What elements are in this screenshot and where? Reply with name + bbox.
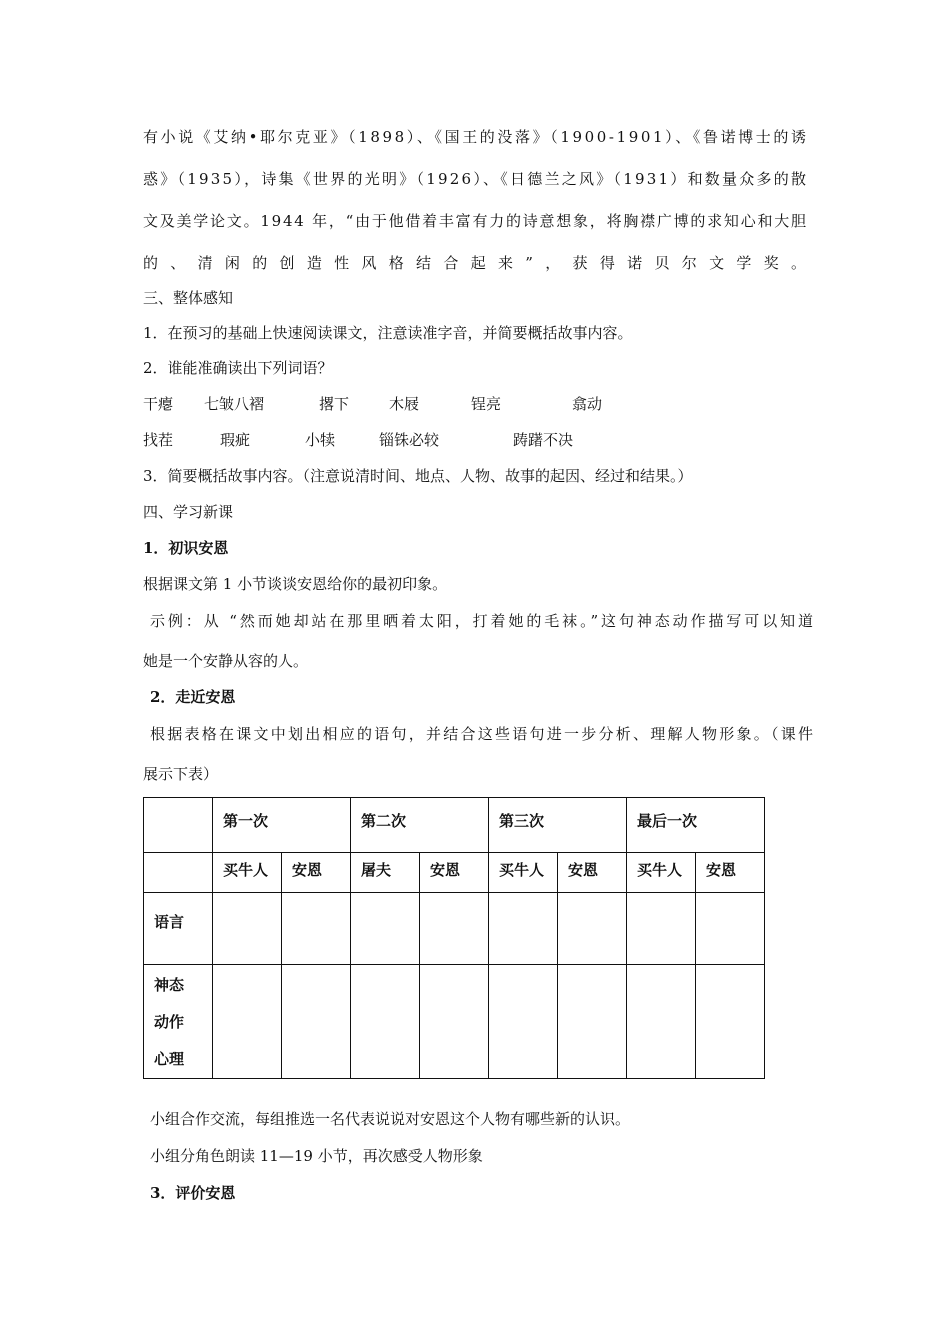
intro-line-4: 的、清闲的创造性风格结合起来”，获得诺贝尔文学奖。: [143, 254, 819, 272]
section-4-heading: 四、学习新课: [143, 503, 234, 521]
after-table-text-1: 小组合作交流，每组推选一名代表说说对安恩这个人物有哪些新的认识。: [150, 1110, 631, 1128]
table-cell: [282, 965, 351, 1079]
table-cell: [420, 893, 489, 965]
example-line-1: 示例：从 “然而她却站在那里晒着太阳，打着她的毛袜。”这句神态动作描写可以知道: [150, 612, 816, 630]
table-cell: [420, 965, 489, 1079]
table-row-demeanor: [144, 965, 765, 1079]
table-cell: [489, 965, 558, 1079]
table-subheader-cell: 买牛人: [627, 853, 696, 893]
intro-line-1: 有小说《艾纳•耶尔克亚》（1898）、《国王的没落》（1900-1901）、《鲁诺博士的诱: [143, 128, 809, 146]
vocab-word: 踌躇不决: [513, 431, 574, 449]
table-row-label: 神态 动作 心理: [144, 965, 213, 1079]
vocab-word: 木屐: [389, 395, 420, 413]
vocab-word: 锃亮: [471, 395, 502, 413]
table-cell: [213, 893, 282, 965]
table-cell: [627, 965, 696, 1079]
table-cell: [627, 893, 696, 965]
subsection-3-title: 3．评价安恩: [150, 1184, 236, 1202]
table-cell: [558, 965, 627, 1079]
table-header-cell: 第一次: [213, 798, 351, 853]
intro-line-3: 文及美学论文。1944 年，“由于他借着丰富有力的诗意想象，将胸襟广博的求知心和大胆: [143, 212, 808, 230]
table-cell: [558, 893, 627, 965]
vocab-word: 锱铢必较: [379, 431, 440, 449]
subsection-2-title: 2．走近安恩: [150, 688, 236, 706]
table-header-cell: 最后一次: [627, 798, 765, 853]
table-row-language: [144, 893, 765, 965]
table-cell: [282, 893, 351, 965]
vocab-word: 瑕疵: [220, 431, 251, 449]
subsection-2-text-line-2: 展示下表）: [143, 765, 219, 783]
table-subheader-cell: 买牛人: [489, 853, 558, 893]
after-table-text-2: 小组分角色朗读 11—19 小节，再次感受人物形象: [150, 1147, 483, 1165]
table-subheader-cell: 安恩: [282, 853, 351, 893]
vocab-word: 小犊: [305, 431, 336, 449]
table-cell: [213, 965, 282, 1079]
table-subheader-row: [144, 853, 765, 893]
vocab-word: 干瘪: [143, 395, 174, 413]
example-line-2: 她是一个安静从容的人。: [143, 652, 309, 670]
table-cell: [351, 965, 420, 1079]
table-header-row: [144, 798, 765, 853]
subsection-2-text-line-1: 根据表格在课文中划出相应的语句，并结合这些语句进一步分析、理解人物形象。（课件: [150, 725, 816, 743]
subsection-1-text: 根据课文第 1 小节谈谈安恩给你的最初印象。: [143, 575, 448, 593]
vocab-word: 找茬: [143, 431, 174, 449]
table-cell: [489, 893, 558, 965]
table-subheader-cell: 安恩: [558, 853, 627, 893]
table-subheader-cell: 屠夫: [351, 853, 420, 893]
table-subheader-cell: 安恩: [696, 853, 765, 893]
table-subheader-cell: 安恩: [420, 853, 489, 893]
section-3-item-2: 2．谁能准确读出下列词语？: [143, 359, 333, 377]
table-cell: [696, 893, 765, 965]
table-header-cell: 第二次: [351, 798, 489, 853]
table-row-label: 语言: [144, 893, 213, 965]
table-cell: [351, 893, 420, 965]
character-analysis-table: [143, 797, 765, 1079]
vocab-word: 七皱八褶: [204, 395, 265, 413]
intro-line-2: 惑》（1935），诗集《世界的光明》（1926）、《日德兰之风》（1931）和数量众多的散: [143, 170, 809, 188]
table-cell: [696, 965, 765, 1079]
section-3-item-1: 1．在预习的基础上快速阅读课文，注意读准字音，并简要概括故事内容。: [143, 324, 633, 342]
table-subheader-cell: 买牛人: [213, 853, 282, 893]
vocab-word: 翕动: [572, 395, 603, 413]
table-header-cell: 第三次: [489, 798, 627, 853]
section-3-item-3: 3．简要概括故事内容。（注意说清时间、地点、人物、故事的起因、经过和结果。）: [143, 467, 693, 485]
table-cell: [144, 853, 213, 893]
vocab-word: 撂下: [319, 395, 350, 413]
section-3-heading: 三、整体感知: [143, 289, 234, 307]
table-corner-cell: [144, 798, 213, 853]
subsection-1-title: 1．初识安恩: [143, 539, 229, 557]
